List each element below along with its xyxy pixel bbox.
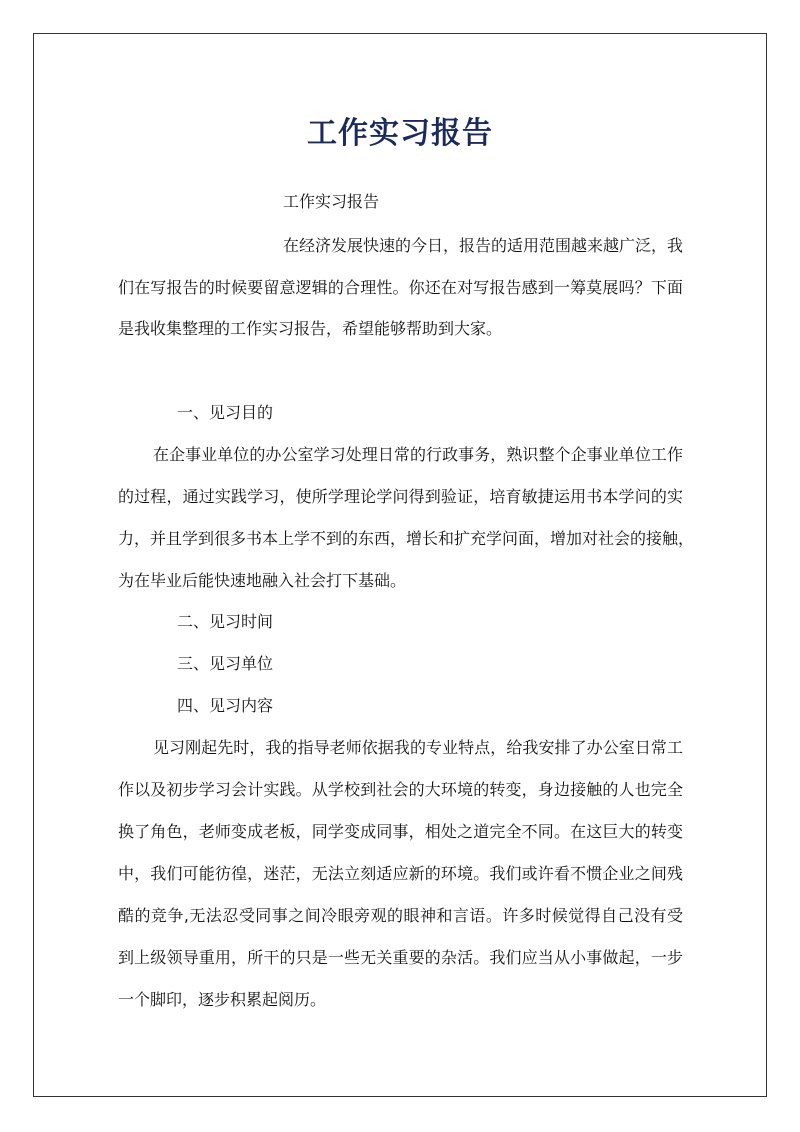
- purpose-line-3: 力，并且学到很多书本上学不到的东西，增长和扩充学问面，增加对社会的接触，: [118, 529, 695, 548]
- section-heading-purpose: 一、见习目的: [177, 403, 274, 422]
- purpose-line-2: 的过程，通过实践学习，使所学理论学问得到验证，培育敏捷运用书本学问的实: [118, 487, 683, 506]
- content-line-2: 作以及初步学习会计实践。从学校到社会的大环境的转变，身边接触的人也完全: [118, 780, 683, 799]
- purpose-line-1: 在企事业单位的办公室学习处理日常的行政事务，熟识整个企事业单位工作: [153, 445, 683, 464]
- intro-line-3: 是我收集整理的工作实习报告，希望能够帮助到大家。: [118, 319, 503, 338]
- page-border: [33, 33, 767, 1097]
- document-subtitle: 工作实习报告: [283, 192, 380, 211]
- content-line-6: 到上级领导重用，所干的只是一些无关重要的杂活。我们应当从小事做起，一步: [118, 948, 683, 967]
- document-title: 工作实习报告: [307, 116, 493, 151]
- purpose-line-4: 为在毕业后能快速地融入社会打下基础。: [118, 571, 407, 590]
- intro-line-1: 在经济发展快速的今日，报告的适用范围越来越广泛，我: [283, 236, 684, 255]
- content-line-5: 酷的竞争,无法忍受同事之间冷眼旁观的眼神和言语。许多时候觉得自己没有受: [118, 906, 683, 925]
- content-line-4: 中，我们可能彷徨，迷茫，无法立刻适应新的环境。我们或许看不惯企业之间残: [118, 864, 683, 883]
- intro-line-2: 们在写报告的时候要留意逻辑的合理性。你还在对写报告感到一筹莫展吗？下面: [118, 278, 683, 297]
- section-heading-unit: 三、见习单位: [177, 654, 274, 673]
- content-line-1: 见习刚起先时，我的指导老师依据我的专业特点，给我安排了办公室日常工: [153, 738, 683, 757]
- section-heading-time: 二、见习时间: [177, 612, 274, 631]
- content-line-3: 换了角色，老师变成老板，同学变成同事，相处之道完全不同。在这巨大的转变: [118, 822, 683, 841]
- content-line-7: 一个脚印，逐步积累起阅历。: [118, 990, 327, 1009]
- section-heading-content: 四、见习内容: [177, 696, 274, 715]
